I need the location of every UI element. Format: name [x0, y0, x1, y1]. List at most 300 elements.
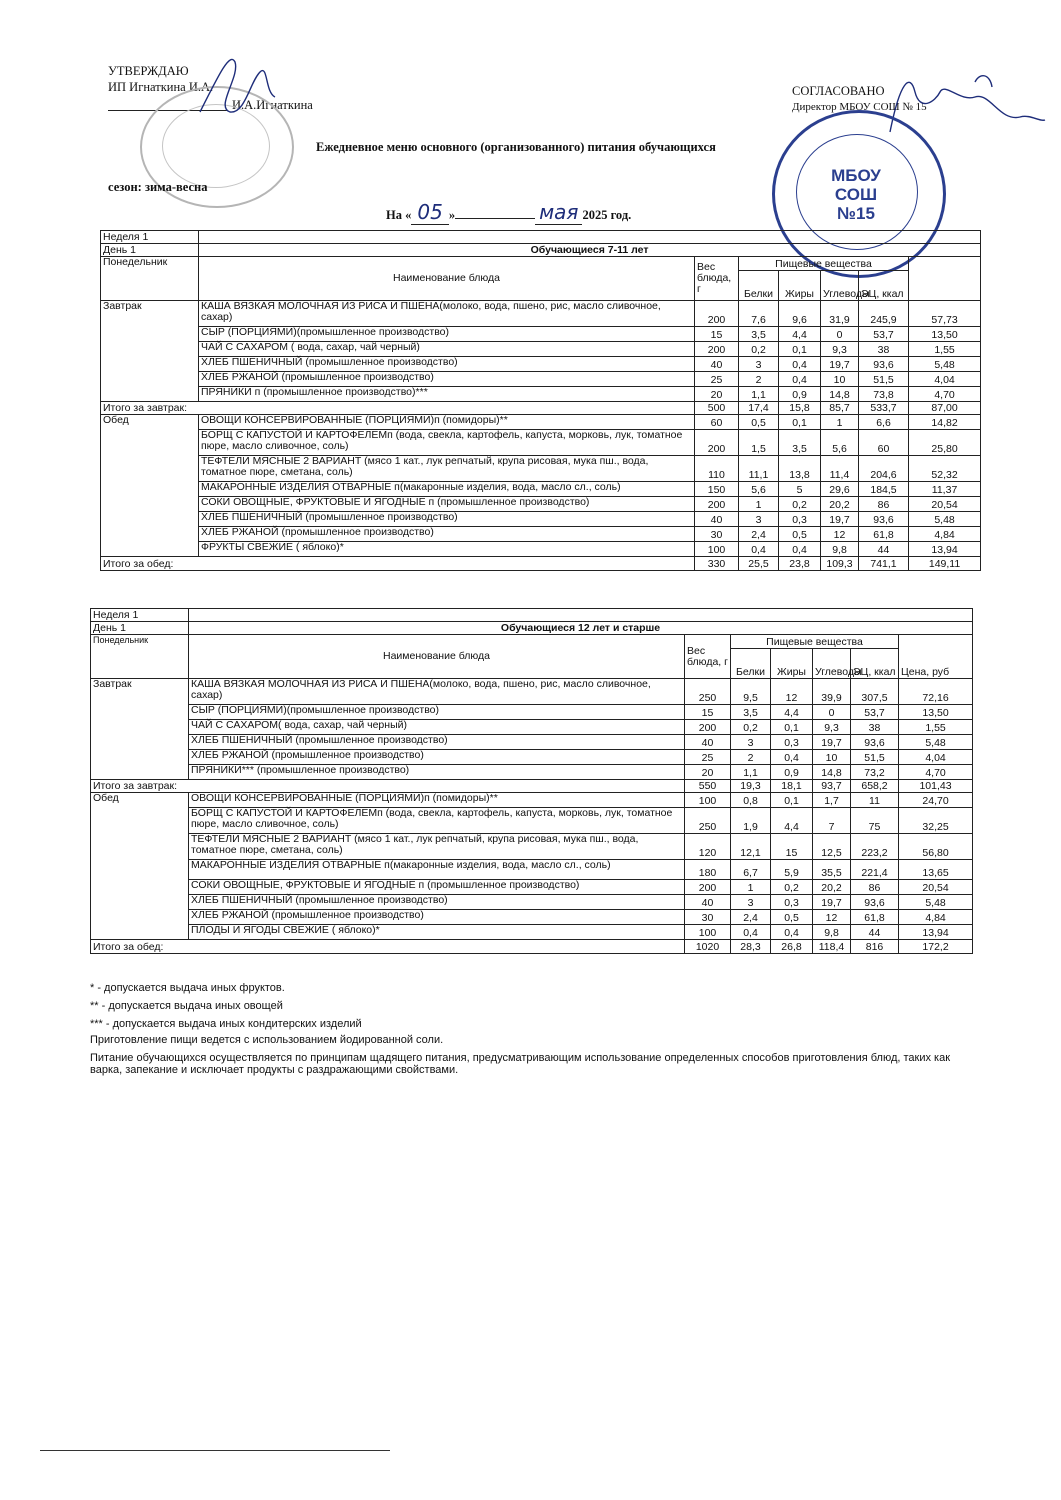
season: сезон: зима-весна [108, 180, 208, 194]
meal-label: Завтрак [91, 679, 189, 780]
value-c: 7 [813, 808, 851, 834]
total-f: 18,1 [771, 780, 813, 793]
value-c: 31,9 [821, 301, 859, 327]
table-row [101, 342, 981, 357]
date-line [386, 200, 631, 224]
dish-name: ОВОЩИ КОНСЕРВИРОВАННЫЕ (ПОРЦИЯМИ)п (помидоры)** [199, 415, 695, 430]
dish-name: СЫР (ПОРЦИЯМИ)(промышленное производство) [199, 327, 695, 342]
value-f: 3,5 [779, 430, 821, 456]
col-price: Цена, руб [899, 635, 973, 679]
value-e: 51,5 [859, 372, 909, 387]
table-row [91, 750, 973, 765]
agree-person: Директор МБОУ СОШ № 15 [792, 101, 927, 113]
value-p: 3 [739, 512, 779, 527]
value-e: 184,5 [859, 482, 909, 497]
table-row [101, 542, 981, 557]
value-p: 9,5 [731, 679, 771, 705]
value-c: 0 [813, 705, 851, 720]
value-w: 150 [695, 482, 739, 497]
value-f: 0,3 [779, 512, 821, 527]
table-row [101, 497, 981, 512]
value-w: 180 [685, 860, 731, 880]
table-row [91, 880, 973, 895]
value-p: 2 [731, 750, 771, 765]
value-p: 3,5 [739, 327, 779, 342]
date-prefix: На « [386, 208, 412, 222]
value-c: 1 [821, 415, 859, 430]
value-w: 15 [695, 327, 739, 342]
note-5: Питание обучающихся осуществляется по принципам щадящего питания, предусматривающим использование определенных способов приготовления блюд, таких как варка, запекание и исключает продукты с раздражающими свойствами. [90, 1052, 951, 1076]
menu-table-12-plus [90, 608, 973, 954]
value-price: 4,04 [909, 372, 981, 387]
value-p: 0,2 [739, 342, 779, 357]
value-w: 25 [685, 750, 731, 765]
table-row [91, 808, 973, 834]
value-w: 110 [695, 456, 739, 482]
agree-title: СОГЛАСОВАНО [792, 84, 885, 98]
dish-name: ПРЯНИКИ п (промышленное производство)*** [199, 387, 695, 402]
group-label: Обучающиеся 12 лет и старше [189, 622, 973, 635]
col-weight: Вес блюда, г [695, 257, 739, 301]
value-e: 204,6 [859, 456, 909, 482]
value-c: 14,8 [813, 765, 851, 780]
value-w: 40 [695, 357, 739, 372]
dish-name: КАША ВЯЗКАЯ МОЛОЧНАЯ ИЗ РИСА И ПШЕНА(молоко, вода, пшено, рис, масло сливочное, сахар) [189, 679, 685, 705]
total-f: 15,8 [779, 402, 821, 415]
value-f: 0,1 [779, 342, 821, 357]
value-w: 200 [685, 720, 731, 735]
table-row [91, 925, 973, 940]
lunch-total-label: Итого за обед: [91, 940, 685, 954]
table-row [101, 512, 981, 527]
table-row [101, 430, 981, 456]
value-f: 0,1 [771, 793, 813, 808]
dish-name: БОРЩ С КАПУСТОЙ И КАРТОФЕЛЕМп (вода, свекла, картофель, капуста, морковь, лук, томатное пюре, масло сливочное, соль) [189, 808, 685, 834]
value-e: 60 [859, 430, 909, 456]
value-e: 38 [851, 720, 899, 735]
total-c: 109,3 [821, 557, 859, 571]
dish-name: ПЛОДЫ И ЯГОДЫ СВЕЖИЕ ( яблоко)* [189, 925, 685, 940]
value-price: 72,16 [899, 679, 973, 705]
value-p: 5,6 [739, 482, 779, 497]
value-c: 9,8 [813, 925, 851, 940]
value-p: 0,5 [739, 415, 779, 430]
total-e: 816 [851, 940, 899, 954]
total-f: 26,8 [771, 940, 813, 954]
col-nutrients: Пищевые вещества [739, 257, 909, 271]
value-c: 20,2 [813, 880, 851, 895]
value-p: 1 [731, 880, 771, 895]
date-suffix: 2025 год. [582, 208, 632, 222]
value-c: 0 [821, 327, 859, 342]
table-row [101, 527, 981, 542]
value-f: 5 [779, 482, 821, 497]
meal-label: Обед [91, 793, 189, 940]
left-signature [190, 52, 280, 122]
value-w: 200 [695, 430, 739, 456]
value-p: 0,4 [731, 925, 771, 940]
total-w: 330 [695, 557, 739, 571]
value-p: 2 [739, 372, 779, 387]
note-1: * - допускается выдача иных фруктов. [90, 982, 285, 994]
value-p: 3 [739, 357, 779, 372]
value-w: 30 [685, 910, 731, 925]
total-p: 17,4 [739, 402, 779, 415]
bottom-line [40, 1450, 390, 1451]
menu-table-7-11 [100, 230, 981, 571]
value-price: 13,50 [899, 705, 973, 720]
value-w: 20 [685, 765, 731, 780]
dish-name: МАКАРОННЫЕ ИЗДЕЛИЯ ОТВАРНЫЕ п(макаронные изделия, вода, масло сл., соль) [189, 860, 685, 880]
value-price: 14,82 [909, 415, 981, 430]
value-price: 4,04 [899, 750, 973, 765]
table-row [91, 720, 973, 735]
dish-name: ХЛЕБ ПШЕНИЧНЫЙ (промышленное производство) [189, 735, 685, 750]
school-stamp-text: МБОУ СОШ №15 [831, 166, 881, 223]
dish-name: ТЕФТЕЛИ МЯСНЫЕ 2 ВАРИАНТ (мясо 1 кат., лук репчатый, крупа рисовая, мука пш., вода, томатное пюре, сметана, соль) [199, 456, 695, 482]
value-w: 200 [695, 342, 739, 357]
value-c: 9,3 [821, 342, 859, 357]
value-f: 4,4 [771, 705, 813, 720]
weekday-label: Понедельник [91, 635, 189, 679]
value-e: 86 [859, 497, 909, 512]
value-price: 56,80 [899, 834, 973, 860]
value-c: 19,7 [813, 735, 851, 750]
value-f: 0,2 [771, 880, 813, 895]
total-w: 1020 [685, 940, 731, 954]
value-c: 29,6 [821, 482, 859, 497]
value-w: 200 [685, 880, 731, 895]
table-row [101, 372, 981, 387]
value-p: 1,1 [731, 765, 771, 780]
value-c: 9,8 [821, 542, 859, 557]
value-e: 93,6 [859, 512, 909, 527]
total-price: 149,11 [909, 557, 981, 571]
total-c: 118,4 [813, 940, 851, 954]
meal-label: Завтрак [101, 301, 199, 402]
value-w: 40 [685, 735, 731, 750]
value-price: 32,25 [899, 808, 973, 834]
value-price: 1,55 [909, 342, 981, 357]
value-f: 5,9 [771, 860, 813, 880]
dish-name: ХЛЕБ ПШЕНИЧНЫЙ (промышленное производство) [199, 512, 695, 527]
value-e: 53,7 [851, 705, 899, 720]
value-e: 73,2 [851, 765, 899, 780]
day-label: День 1 [101, 244, 199, 257]
breakfast-total-label: Итого за завтрак: [91, 780, 685, 793]
value-price: 25,80 [909, 430, 981, 456]
table-row [91, 705, 973, 720]
note-4: Приготовление пищи ведется с использованием йодированной соли. [90, 1034, 444, 1046]
total-c: 85,7 [821, 402, 859, 415]
table-row [91, 860, 973, 880]
value-w: 100 [685, 793, 731, 808]
value-f: 0,4 [771, 925, 813, 940]
value-w: 100 [695, 542, 739, 557]
value-e: 75 [851, 808, 899, 834]
dish-name: ЧАЙ С САХАРОМ ( вода, сахар, чай черный) [199, 342, 695, 357]
date-mid: » [448, 208, 456, 222]
value-price: 57,73 [909, 301, 981, 327]
value-f: 0,4 [779, 542, 821, 557]
dish-name: СОКИ ОВОЩНЫЕ, ФРУКТОВЫЕ И ЯГОДНЫЕ п (промышленное производство) [189, 880, 685, 895]
dish-name: СЫР (ПОРЦИЯМИ)(промышленное производство) [189, 705, 685, 720]
table-row [91, 679, 973, 705]
col-fat: Жиры [779, 271, 821, 301]
dish-name: ЧАЙ С САХАРОМ( вода, сахар, чай черный) [189, 720, 685, 735]
dish-name: ТЕФТЕЛИ МЯСНЫЕ 2 ВАРИАНТ (мясо 1 кат., лук репчатый, крупа рисовая, мука пш., вода, томатное пюре, сметана, соль) [189, 834, 685, 860]
value-price: 1,55 [899, 720, 973, 735]
value-f: 13,8 [779, 456, 821, 482]
total-f: 23,8 [779, 557, 821, 571]
value-e: 53,7 [859, 327, 909, 342]
value-e: 221,4 [851, 860, 899, 880]
col-energy: ЭЦ, ккал [859, 271, 909, 301]
value-price: 5,48 [899, 895, 973, 910]
value-p: 3,5 [731, 705, 771, 720]
total-e: 658,2 [851, 780, 899, 793]
date-day: 05 [411, 200, 448, 225]
value-c: 20,2 [821, 497, 859, 512]
lunch-total-label: Итого за обед: [101, 557, 695, 571]
col-fat: Жиры [771, 649, 813, 679]
value-f: 0,4 [779, 357, 821, 372]
value-p: 2,4 [739, 527, 779, 542]
col-name: Наименование блюда [189, 635, 685, 679]
col-nutrients: Пищевые вещества [731, 635, 899, 649]
total-price: 87,00 [909, 402, 981, 415]
weekday-label: Понедельник [101, 257, 199, 301]
value-p: 1,9 [731, 808, 771, 834]
value-price: 4,70 [909, 387, 981, 402]
total-price: 101,43 [899, 780, 973, 793]
group-label: Обучающиеся 7-11 лет [199, 244, 981, 257]
breakfast-total-row [91, 780, 973, 793]
dish-name: МАКАРОННЫЕ ИЗДЕЛИЯ ОТВАРНЫЕ п(макаронные изделия, вода, масло сл., соль) [199, 482, 695, 497]
value-e: 11 [851, 793, 899, 808]
value-e: 93,6 [851, 895, 899, 910]
table-row [91, 735, 973, 750]
value-f: 0,1 [771, 720, 813, 735]
approve-title: УТВЕРЖДАЮ [108, 64, 189, 78]
value-c: 35,5 [813, 860, 851, 880]
value-e: 51,5 [851, 750, 899, 765]
value-p: 3 [731, 895, 771, 910]
table-row [101, 415, 981, 430]
total-w: 550 [685, 780, 731, 793]
total-e: 741,1 [859, 557, 909, 571]
value-w: 15 [685, 705, 731, 720]
table-row [91, 910, 973, 925]
breakfast-total-label: Итого за завтрак: [101, 402, 695, 415]
value-f: 4,4 [771, 808, 813, 834]
value-c: 1,7 [813, 793, 851, 808]
value-price: 4,84 [909, 527, 981, 542]
note-2: ** - допускается выдача иных овощей [90, 1000, 283, 1012]
meal-label: Обед [101, 415, 199, 557]
value-f: 0,3 [771, 895, 813, 910]
table-row [101, 357, 981, 372]
value-f: 0,1 [779, 415, 821, 430]
value-e: 61,8 [851, 910, 899, 925]
value-f: 0,9 [771, 765, 813, 780]
dish-name: БОРЩ С КАПУСТОЙ И КАРТОФЕЛЕМп (вода, свекла, картофель, капуста, морковь, лук, томатное пюре, масло сливочное, соль) [199, 430, 695, 456]
dish-name: ХЛЕБ ПШЕНИЧНЫЙ (промышленное производство) [189, 895, 685, 910]
total-w: 500 [695, 402, 739, 415]
value-c: 12 [813, 910, 851, 925]
value-w: 25 [695, 372, 739, 387]
value-w: 20 [695, 387, 739, 402]
lunch-total-row [91, 940, 973, 954]
value-e: 61,8 [859, 527, 909, 542]
approve-person: ИП Игнаткина И.А. [108, 80, 214, 94]
col-energy: ЭЦ, ккал [851, 649, 899, 679]
value-f: 4,4 [779, 327, 821, 342]
value-price: 52,32 [909, 456, 981, 482]
value-price: 20,54 [899, 880, 973, 895]
dish-name: ХЛЕБ РЖАНОЙ (промышленное производство) [189, 750, 685, 765]
approve-sign: И.А.Игнаткина [232, 98, 313, 112]
value-price: 24,70 [899, 793, 973, 808]
table-row [91, 895, 973, 910]
value-price: 20,54 [909, 497, 981, 512]
value-w: 250 [685, 679, 731, 705]
value-price: 4,84 [899, 910, 973, 925]
value-p: 1,1 [739, 387, 779, 402]
value-f: 0,4 [771, 750, 813, 765]
value-e: 245,9 [859, 301, 909, 327]
value-f: 0,2 [779, 497, 821, 512]
value-e: 93,6 [851, 735, 899, 750]
value-w: 60 [695, 415, 739, 430]
value-p: 0,8 [731, 793, 771, 808]
value-e: 86 [851, 880, 899, 895]
value-f: 0,5 [779, 527, 821, 542]
dish-name: КАША ВЯЗКАЯ МОЛОЧНАЯ ИЗ РИСА И ПШЕНА(молоко, вода, пшено, рис, масло сливочное, сахар) [199, 301, 695, 327]
value-w: 200 [695, 497, 739, 512]
value-w: 120 [685, 834, 731, 860]
value-c: 11,4 [821, 456, 859, 482]
dish-name: ФРУКТЫ СВЕЖИЕ ( яблоко)* [199, 542, 695, 557]
col-carbs: Углеводы [821, 271, 859, 301]
breakfast-total-row [101, 402, 981, 415]
value-e: 93,6 [859, 357, 909, 372]
total-p: 25,5 [739, 557, 779, 571]
value-e: 73,8 [859, 387, 909, 402]
dish-name: ХЛЕБ ПШЕНИЧНЫЙ (промышленное производство) [199, 357, 695, 372]
value-c: 39,9 [813, 679, 851, 705]
value-c: 12 [821, 527, 859, 542]
value-w: 40 [685, 895, 731, 910]
value-c: 5,6 [821, 430, 859, 456]
value-p: 2,4 [731, 910, 771, 925]
value-c: 10 [821, 372, 859, 387]
value-c: 12,5 [813, 834, 851, 860]
value-f: 0,9 [779, 387, 821, 402]
dish-name: ХЛЕБ РЖАНОЙ (промышленное производство) [199, 372, 695, 387]
col-weight: Вес блюда, г [685, 635, 731, 679]
value-price: 5,48 [909, 357, 981, 372]
table-row [91, 793, 973, 808]
value-price: 5,48 [909, 512, 981, 527]
value-f: 0,5 [771, 910, 813, 925]
value-p: 0,2 [731, 720, 771, 735]
col-name: Наименование блюда [199, 257, 695, 301]
value-e: 6,6 [859, 415, 909, 430]
value-e: 38 [859, 342, 909, 357]
table-row [101, 301, 981, 327]
table-row [91, 765, 973, 780]
value-w: 200 [695, 301, 739, 327]
value-f: 12 [771, 679, 813, 705]
total-p: 28,3 [731, 940, 771, 954]
value-p: 6,7 [731, 860, 771, 880]
value-p: 0,4 [739, 542, 779, 557]
dish-name: ПРЯНИКИ*** (промышленное производство) [189, 765, 685, 780]
value-c: 10 [813, 750, 851, 765]
col-carbs: Углеводы [813, 649, 851, 679]
value-p: 1 [739, 497, 779, 512]
value-c: 19,7 [821, 512, 859, 527]
value-p: 11,1 [739, 456, 779, 482]
value-e: 223,2 [851, 834, 899, 860]
value-c: 9,3 [813, 720, 851, 735]
week-label: Неделя 1 [91, 609, 189, 622]
dish-name: ХЛЕБ РЖАНОЙ (промышленное производство) [189, 910, 685, 925]
total-e: 533,7 [859, 402, 909, 415]
value-f: 9,6 [779, 301, 821, 327]
col-protein: Белки [731, 649, 771, 679]
value-e: 307,5 [851, 679, 899, 705]
value-c: 19,7 [821, 357, 859, 372]
value-price: 5,48 [899, 735, 973, 750]
value-f: 15 [771, 834, 813, 860]
value-p: 1,5 [739, 430, 779, 456]
total-price: 172,2 [899, 940, 973, 954]
value-e: 44 [851, 925, 899, 940]
value-p: 7,6 [739, 301, 779, 327]
table-row [91, 834, 973, 860]
value-c: 14,8 [821, 387, 859, 402]
value-c: 19,7 [813, 895, 851, 910]
value-w: 40 [695, 512, 739, 527]
table-row [101, 387, 981, 402]
value-price: 13,94 [909, 542, 981, 557]
value-price: 13,50 [909, 327, 981, 342]
table-row [101, 482, 981, 497]
lunch-total-row [101, 557, 981, 571]
dish-name: ОВОЩИ КОНСЕРВИРОВАННЫЕ (ПОРЦИЯМИ)п (помидоры)** [189, 793, 685, 808]
dish-name: СОКИ ОВОЩНЫЕ, ФРУКТОВЫЕ И ЯГОДНЫЕ п (промышленное производство) [199, 497, 695, 512]
table-row [101, 456, 981, 482]
value-price: 13,94 [899, 925, 973, 940]
value-price: 11,37 [909, 482, 981, 497]
date-month: мая [535, 200, 582, 225]
page-title: Ежедневное меню основного (организованного) питания обучающихся [316, 140, 716, 154]
value-p: 12,1 [731, 834, 771, 860]
table-row [101, 327, 981, 342]
value-f: 0,4 [779, 372, 821, 387]
total-p: 19,3 [731, 780, 771, 793]
value-price: 13,65 [899, 860, 973, 880]
dish-name: ХЛЕБ РЖАНОЙ (промышленное производство) [199, 527, 695, 542]
week-label: Неделя 1 [101, 231, 199, 244]
value-f: 0,3 [771, 735, 813, 750]
note-3: *** - допускается выдача иных кондитерских изделий [90, 1018, 362, 1030]
value-w: 30 [695, 527, 739, 542]
col-protein: Белки [739, 271, 779, 301]
day-label: День 1 [91, 622, 189, 635]
